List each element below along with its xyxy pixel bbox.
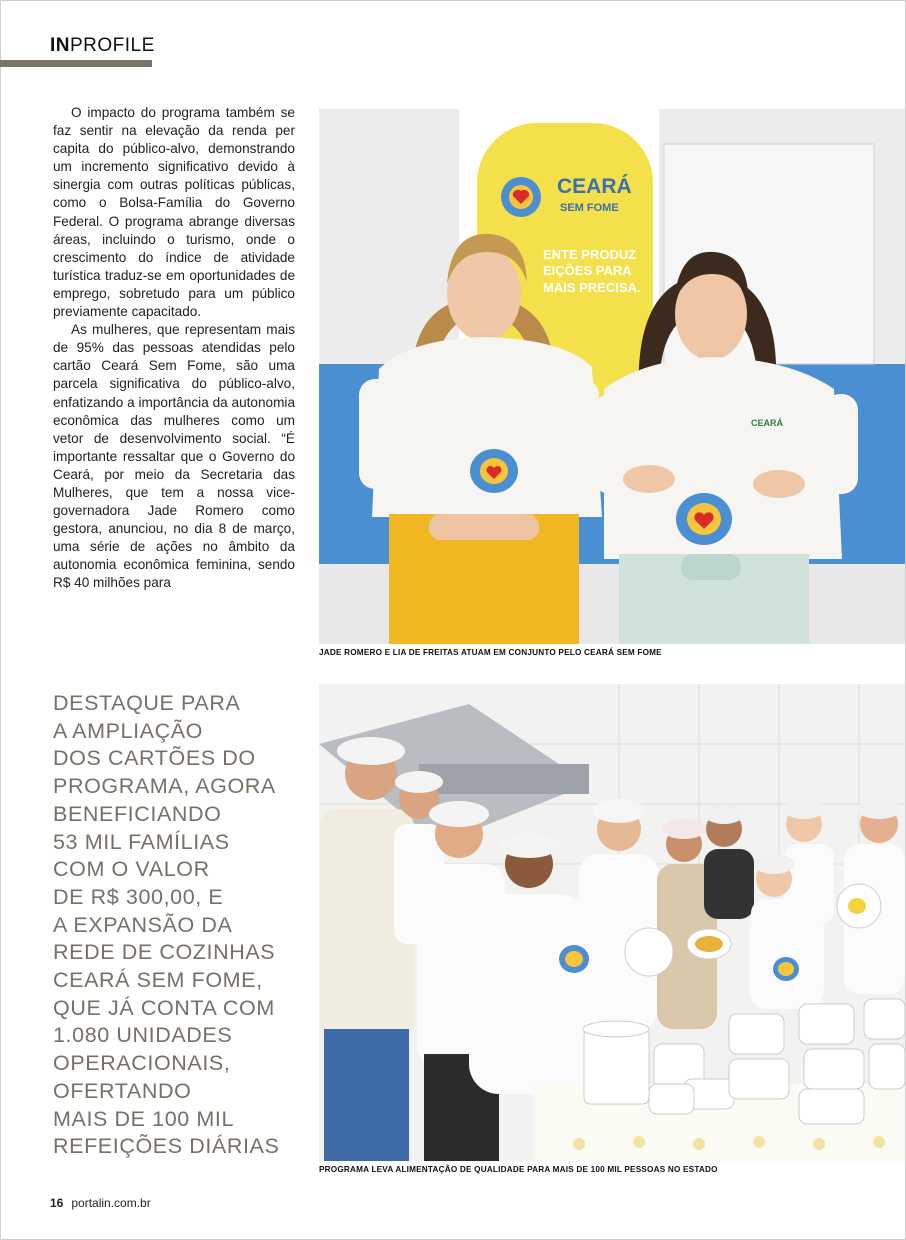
photo-kitchen-team: [319, 684, 905, 1161]
article-paragraph-2: As mulheres, que representam mais de 95% das pessoas atendidas pelo cartão Ceará Sem Fome, são uma parcela significativa do público-alvo, enfatizando a importância da autonomia econômica das mulheres como um vetor de desenvolvimento social. “É importante ressaltar que o Governo do Ceará, por meio da Secretaria das Mulheres, que tem a nossa vice-governadora Jade Romero como gestora, anunciou, no dia 8 de março, uma série de ações no âmbito da autonomia econômica feminina, sendo R$ 40 milhões para: [53, 322, 295, 591]
pull-quote-line: A AMPLIAÇÃO: [53, 718, 203, 743]
pull-quote-line: 1.080 UNIDADES: [53, 1023, 233, 1048]
pull-quote-line: A EXPANSÃO DA: [53, 912, 233, 937]
pull-quote-line: DESTAQUE PARA: [53, 691, 241, 715]
magazine-section-logo: [50, 34, 155, 58]
pull-quote-line: OFERTANDO: [53, 1078, 192, 1103]
banner-title: CEARÁ: [557, 175, 632, 198]
photo-2-caption: PROGRAMA LEVA ALIMENTAÇÃO DE QUALIDADE PARA MAIS DE 100 MIL PESSOAS NO ESTADO: [319, 1165, 718, 1174]
brand-profile: PROFILE: [70, 35, 155, 56]
pull-quote-line: COM O VALOR: [53, 857, 210, 882]
pull-quote-line: PROGRAMA, AGORA: [53, 774, 276, 799]
pull-quote-line: OPERACIONAIS,: [53, 1051, 231, 1076]
pull-quote-line: 53 MIL FAMÍLIAS: [53, 829, 230, 854]
article-paragraph-1: O impacto do programa também se faz sentir na elevação da renda per capita do público-alvo, demonstrando um incremento significativo devido à sinergia com outras políticas públicas, como o Bolsa-Família do Governo Federal. O programa abrange diversas áreas, incluindo o turismo, onde o crescimento do índice de atividade turística traduz-se em oportunidades de emprego, sobretudo para um público previamente capacitado.: [53, 105, 295, 320]
pull-quote-line: DOS CARTÕES DO: [53, 746, 256, 771]
shirt-brand-label: CEARÁ: [751, 418, 784, 428]
pull-quote-line: MAIS DE 100 MIL: [53, 1106, 235, 1131]
pull-quote-line: REDE DE COZINHAS: [53, 940, 276, 965]
site-url: portalin.com.br: [71, 1196, 151, 1210]
banner-subtitle: SEM FOME: [560, 202, 619, 214]
banner-line-3: MAIS PRECISA.: [543, 280, 641, 295]
photo-1-caption: JADE ROMERO E LIA DE FREITAS ATUAM EM CONJUNTO PELO CEARÁ SEM FOME: [319, 648, 662, 657]
pull-quote-line: CEARÁ SEM FOME,: [53, 968, 263, 993]
pull-quote-line: DE R$ 300,00, E: [53, 884, 224, 909]
pull-quote-line: BENEFICIANDO: [53, 801, 222, 826]
pull-quote-line: QUE JÁ CONTA COM: [53, 995, 275, 1020]
brand-in: IN: [50, 35, 70, 56]
photo-two-women: [319, 109, 905, 644]
banner-line-1: ENTE PRODUZ: [543, 247, 637, 262]
pull-quote: [53, 690, 303, 1161]
brand-accent-bar: [0, 60, 152, 67]
page-number: 16: [50, 1196, 64, 1210]
banner-line-2: EIÇÕES PARA: [543, 263, 632, 278]
article-body: [53, 104, 295, 593]
page-footer: [50, 1196, 151, 1210]
pull-quote-line: REFEIÇÕES DIÁRIAS: [53, 1134, 280, 1159]
